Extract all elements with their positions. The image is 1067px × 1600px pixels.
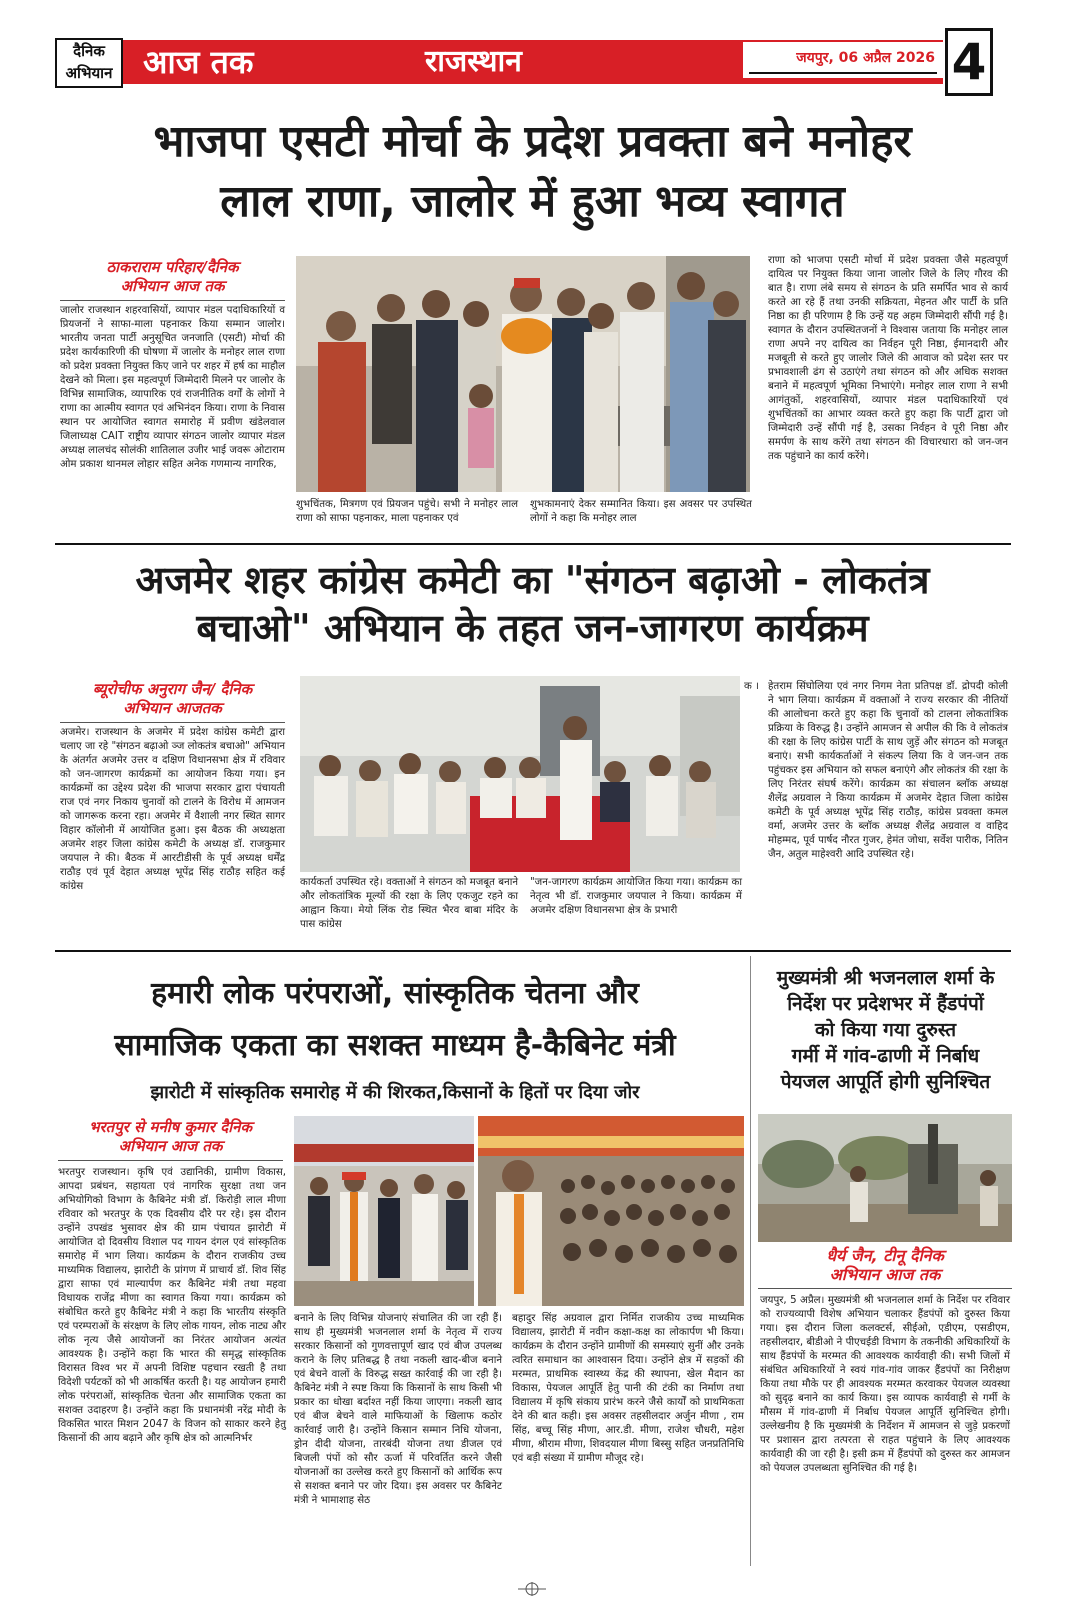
story2-headline <box>40 556 1025 652</box>
story2-byline-line2: अभियान आजतक <box>123 699 222 717</box>
story4-body: जयपुर, 5 अप्रैल। मुख्यमंत्री श्री भजनलाल शर्मा के निर्देश पर रविवार को राज्यव्यापी विशेष अभियान चलाकर हैंडपंपों को दुरुस्त किया गया। इस दौरान जिला कलक्टर्स, सीईओ, एडीएम, एसडीएम, तहसीलदार, बीडीओ ने पीएचईडी विभाग के तकनीकी अधिकारियों के साथ हैंडपंपों के मरम्मत की आवश्यक कार्यवाही की। सभी जिलों में संबंधित अधिकारियों ने स्वयं गांव-गांव जाकर हैंडपंपों का निरीक्षण किया तथा मौके पर ही आवश्यक मरम्मत करवाकर पेयजल व्यवस्था को सुदृढ़ बनाने का कार्य किया। इस व्यापक कार्यवाही से गर्मी के मौसम में गांव-ढाणी में निर्बाध पेयजल आपूर्ति सुनिश्चित होगी। उल्लेखनीय है कि मुख्यमंत्री के निर्देशन में आमजन से जुड़े प्रकरणों पर प्रशासन द्वारा तत्परता से राहत पहुंचाने के लिए आवश्यक कार्यवाही की जा रही है। इसी क्रम में हैंडपंपों को दुरुस्त कर आमजन को पेयजल उपलब्धता सुनिश्चित की गई है। <box>760 1295 1010 1474</box>
story1-headline <box>40 112 1025 232</box>
section-title: राजस्थान <box>425 44 522 79</box>
story4-photo <box>758 1114 1012 1242</box>
newspaper-title: आज तक <box>143 43 254 81</box>
story2-photo <box>300 676 740 872</box>
story4-headline-line1: मुख्यमंत्री श्री भजनलाल शर्मा के <box>776 967 995 989</box>
story2-byline-line1: ब्यूरोचीफ अनुराग जैन/ दैनिक <box>92 680 253 698</box>
story1-headline-line1: भाजपा एसटी मोर्चा के प्रदेश प्रवक्ता बने मनोहर <box>153 116 912 167</box>
story4-headline-line4: गर्मी में गांव-ढाणी में निर्बाध <box>791 1045 980 1067</box>
story1-byline-rule <box>60 300 285 301</box>
story4-headline-line5: पेयजल आपूर्ति होगी सुनिश्चित <box>780 1071 991 1093</box>
date-underline <box>749 72 937 74</box>
story3-photo-left <box>294 1116 474 1306</box>
story4-byline <box>758 1246 1012 1284</box>
story1-headline-line2: लाल राणा, जालोर में हुआ भव्य स्वागत <box>220 176 845 227</box>
story1-byline-line1: ठाकराराम परिहार/दैनिक <box>106 258 239 276</box>
story2-column-1: अजमेर। राजस्थान के अजमेर में प्रदेश कांग्रेस कमेटी द्वारा चलाए जा रहे "संगठन बढ़ाओ ञ्ज लोकतंत्र बचाओ" अभियान के अंतर्गत अजमेर उत्तर व दक्षिण विधानसभा क्षेत्र में रविवार को जन-जागरण कार्यक्रमों का आयोजन किया गया। इन कार्यक्रमों का उद्देश्य प्रदेश की भाजपा सरकार द्वारा पंचायती राज एवं नगर निकाय चुनावों को टालने के विरोध में आमजन को जागरूक करना रहा। अजमेर में वैशाली नगर स्थित सागर विहार कॉलोनी में आयोजित हुआ। इस बैठक की अध्यक्षता अजमेर शहर जिला कांग्रेस कमेटी के अध्यक्ष डॉ. राजकुमार जयपाल ने की। बैठक में आरटीडीसी के पूर्व अध्यक्ष धर्मेंद्र राठौड़ एवं पूर्व देहात अध्यक्ष भूपेंद्र सिंह राठौड़ सहित कई कांग्रेस <box>60 727 285 892</box>
masthead <box>55 33 993 94</box>
story3-photo-right <box>478 1116 744 1306</box>
section-divider-1 <box>55 543 1011 545</box>
story3-column-3: बहादुर सिंह अग्रवाल द्वारा निर्मित राजकीय उच्च माध्यमिक विद्यालय, झारोटी में नवीन कक्षा-कक्ष का लोकार्पण भी किया। कार्यक्रम के दौरान उन्होंने ग्रामीणों की समस्याएं सुनीं और उनके त्वरित समाधान का आश्वासन दिया। उन्होंने क्षेत्र में सड़कों की मरम्मत, प्राथमिक स्वास्थ्य केंद्र की स्थापना, खेल मैदान का विकास, पेयजल आपूर्ति हेतु पानी की टंकी का निर्माण तथा विद्यालय में कृषि संकाय प्रारंभ करने जैसे कार्यों को प्राथमिकता देने की बात कही। इस अवसर तहसीलदार अर्जुन मीणा , राम सिंह, बच्चू सिंह मीणा, आर.डी. मीणा, राजेश चौधरी, महेश मीणा, श्रीराम मीणा, शिवदयाल मीणा बिस्सु सहित जनप्रतिनिधि एवं बड़ी संख्या में ग्रामीण मौजूद रहे। <box>512 1313 744 1464</box>
story4-headline-line3: को किया गया दुरुस्त <box>814 1019 957 1041</box>
story4-headline <box>758 965 1013 1095</box>
story2-headline-line2: बचाओ" अभियान के तहत जन-जागरण कार्यक्रम <box>196 606 869 650</box>
page-number: 4 <box>945 28 993 96</box>
story2-byline-rule <box>60 722 285 723</box>
story4-byline-line2: अभियान आज तक <box>829 1265 941 1284</box>
story1-byline-line2: अभियान आज तक <box>120 277 225 295</box>
brand-line-1: दैनिक <box>73 42 105 60</box>
story2-headline-line1: अजमेर शहर कांग्रेस कमेटी का "संगठन बढ़ाओ - लोकतंत्र <box>135 558 930 602</box>
story3-subhead: झारोटी में सांस्कृतिक समारोह में की शिरकत,किसानों के हितों पर दिया जोर <box>150 1082 640 1103</box>
story2-stray-mark: क । <box>744 681 759 692</box>
story4-byline-rule <box>758 1288 1012 1289</box>
story4-byline-line1: धैर्य जैन, टीनू दैनिक <box>826 1246 944 1265</box>
story1-caption-left: शुभचिंतक, मित्रगण एवं प्रियजन पहुंचे। सभी ने मनोहर लाल राणा को साफा पहनाकर, माला पहनाकर एवं <box>296 499 518 524</box>
story3-byline-line1: भरतपुर से मनीष कुमार दैनिक <box>89 1118 252 1136</box>
crop-mark-icon <box>518 1582 546 1596</box>
issue-date: जयपुर, 06 अप्रैल 2026 <box>796 50 935 66</box>
section-divider-2 <box>55 950 1011 952</box>
brand-line-2: अभियान <box>65 64 113 82</box>
story3-headline-line1: हमारी लोक परंपराओं, सांस्कृतिक चेतना और <box>151 976 639 1011</box>
story3-headline <box>40 968 750 1072</box>
story1-photo <box>296 256 750 492</box>
story4-headline-line2: निर्देश पर प्रदेशभर में हैंडपंपों <box>787 993 984 1015</box>
story3-byline-line2: अभियान आज तक <box>118 1137 223 1155</box>
story3-byline-rule <box>58 1160 283 1161</box>
story1-column-1: जालोर राजस्थान शहरवासियों, व्यापार मंडल पदाधिकारियों व प्रियजनों ने साफा-माला पहनाकर किया सम्मान जालोर। भारतीय जनता पार्टी अनुसूचित जनजाति (एसटी) मोर्चा की प्रदेश कार्यकारिणी की घोषणा में जालोर के मनोहर लाल राणा को प्रदेश प्रवक्ता नियुक्त किए जाने पर शहर में हर्ष का माहौल देखने को मिला। इस महत्वपूर्ण जिम्मेदारी मिलने पर जालोर के विभिन्न सामाजिक, व्यापारिक एवं राजनीतिक वर्गों के लोगों ने राणा का आत्मीय स्वागत एवं अभिनंदन किया। राणा के निवास स्थान पर आयोजित स्वागत समारोह में प्रवीण खंडेलवाल जिलाध्यक्ष CAIT राष्ट्रीय व्यापार संगठन जालोर व्यापार मंडल अध्यक्ष लालचंद सोलंकी शातिलाल उजीर भाई जवरू ओटाराम ओम प्रकाश थानमल लोहार सहित अनेक गणमान्य नागरिक, <box>60 305 285 470</box>
story1-byline <box>60 258 285 296</box>
story3-column-2: बनाने के लिए विभिन्न योजनाएं संचालित की जा रही हैं। साथ ही मुख्यमंत्री भजनलाल शर्मा के नेतृत्व में राज्य सरकार किसानों को गुणवत्तापूर्ण खाद एवं बीज उपलब्ध कराने के लिए प्रतिबद्ध है तथा नकली खाद-बीज बनाने एवं बेचने वालों के विरुद्ध सख्त कार्रवाई की जा रही है। कैबिनेट मंत्री ने स्पष्ट किया कि किसानों के साथ किसी भी प्रकार का धोखा बर्दाश्त नहीं किया जाएगा। नकली खाद एवं बीज बेचने वाले माफियाओं के खिलाफ कठोर कार्रवाई जारी है। उन्होंने किसान सम्मान निधि योजना, ड्रोन दीदी योजना, तारबंदी योजना तथा डीजल एवं बिजली पंपों को सौर ऊर्जा में परिवर्तित करने जैसी योजनाओं का उल्लेख करते हुए किसानों को आर्थिक रूप से सशक्त बनाने पर जोर दिया। इस अवसर पर कैबिनेट मंत्री ने भामाशाह सेठ <box>294 1313 502 1506</box>
date-box <box>743 42 943 78</box>
story3-byline <box>58 1118 283 1156</box>
story2-byline <box>60 680 285 718</box>
story1-caption-right: शुभकामनाएं देकर सम्मानित किया। इस अवसर पर उपस्थित लोगों ने कहा कि मनोहर लाल <box>530 499 752 524</box>
story3-column-1: भरतपुर राजस्थान। कृषि एवं उद्यानिकी, ग्रामीण विकास, आपदा प्रबंधन, सहायता एवं नागरिक सुरक्षा तथा जन अभियोगिको विभाग के कैबिनेट मंत्री डॉ. किरोड़ी लाल मीणा रविवार को भरतपुर के एक दिवसीय दौरे पर रहे। इस दौरान उन्होंने उपखंड भुसावर क्षेत्र की ग्राम पंचायत झारोटी में आयोजित दो दिवसीय विशाल पद गायन दंगल एवं सांस्कृतिक समारोह में भाग लिया। कार्यक्रम के दौरान राजकीय उच्च माध्यमिक विद्यालय, झारोटी के प्रांगण में प्राचार्य डॉ. शिव सिंह द्वारा साफा एवं माल्यार्पण कर कैबिनेट मंत्री तथा महवा विधायक राजेंद्र मीणा का स्वागत किया गया। कार्यक्रम को संबोधित करते हुए कैबिनेट मंत्री ने कहा कि भारतीय संस्कृति एवं परम्पराओं के संरक्षण के लिए लोक गायन, लोक नाट्य और लोक नृत्य जैसे आयोजनों का निरंतर आयोजन अत्यंत आवश्यक है। उन्होंने कहा कि भारत की समृद्ध सांस्कृतिक विरासत विश्व भर में अपनी विशिष्ट पहचान रखती है तथा विदेशी पर्यटकों को भी आकर्षित करती है। यह आयोजन हमारी लोक परंपराओं, सांस्कृतिक चेतना और सामाजिक एकता का सशक्त उदाहरण है। उन्होंने कहा कि प्रधानमंत्री नरेंद्र मोदी के विकसित भारत मिशन 2047 के विजन को साकार करने हेतु किसानों की आय बढ़ाने और कृषि क्षेत्र को आत्मनिर्भर <box>58 1167 286 1444</box>
story2-caption-right: "जन-जागरण कार्यक्रम आयोजित किया गया। कार्यक्रम का नेतृत्व भी डॉ. राजकुमार जयपाल ने किया। कार्यक्रम में अजमेर दक्षिण विधानसभा क्षेत्र के प्रभारी <box>530 877 742 916</box>
story2-caption-left: कार्यकर्ता उपस्थित रहे। वक्ताओं ने संगठन को मजबूत बनाने और लोकतांत्रिक मूल्यों की रक्षा के लिए एकजुट रहने का आह्वान किया। मेयो लिंक रोड स्थित भैरव बाबा मंदिर के पास कांग्रेस <box>300 877 518 930</box>
story1-column-3: राणा को भाजपा एसटी मोर्चा में प्रदेश प्रवक्ता जैसे महत्वपूर्ण दायित्व पर नियुक्त किया जाना जालोर जिले के लिए गौरव की बात है। राणा लंबे समय से संगठन के प्रति समर्पित भाव से कार्य करते आ रहे हैं तथा उनकी सक्रियता, मेहनत और पार्टी के प्रति निष्ठा का ही परिणाम है कि उन्हें यह अहम जिम्मेदारी सौंपी गई है। स्वागत के दौरान उपस्थितजनों ने विश्वास जताया कि मनोहर लाल राणा अपने नए दायित्व का निर्वहन पूरी निष्ठा, ईमानदारी और मजबूती से करते हुए जालोर जिले की आवाज को प्रदेश स्तर पर प्रभावशाली ढंग से उठाएंगे तथा संगठन को और अधिक सशक्त बनाने में महत्वपूर्ण भूमिका निभाएंगे। मनोहर लाल राणा ने सभी आगंतुकों, शहरवासियों, व्यापार मंडल पदाधिकारियों एवं शुभचिंतकों का आभार व्यक्त करते हुए कहा कि पार्टी द्वारा जो जिम्मेदारी उन्हें सौंपी गई है, उसका निर्वहन वे पूरी निष्ठा और समर्पण के साथ करेंगे तथा संगठन की विचारधारा को जन-जन तक पहुंचाने का कार्य करेंगे। <box>768 255 1008 462</box>
brand-logo <box>55 38 123 88</box>
story2-column-3: हेतराम सिंघोलिया एवं नगर निगम नेता प्रतिपक्ष डॉ. द्रोपदी कोली ने भाग लिया। कार्यक्रम में वक्ताओं ने राज्य सरकार की नीतियों की आलोचना करते हुए कहा कि चुनावों को टालना लोकतांत्रिक प्रक्रिया के विरुद्ध है। उन्होंने आमजन से अपील की कि वे लोकतंत्र की रक्षा के लिए कांग्रेस पार्टी के साथ जुड़ें और संगठन को मजबूत बनाएं। सभी कार्यकर्ताओं ने संकल्प लिया कि वे जन-जन तक पहुंचकर इस अभियान को सफल बनाएंगे और लोकतंत्र की रक्षा के लिए निरंतर संघर्ष करेंगे। कार्यक्रम का संचालन ब्लॉक अध्यक्ष शैलेंद्र अग्रवाल ने किया कार्यक्रम में अजमेर देहात जिला कांग्रेस कमेटी के पूर्व अध्यक्ष भूपेंद्र सिंह राठौड़, कांग्रेस प्रवक्ता कमल वर्मा, अजमेर उत्तर के ब्लॉक अध्यक्ष शैलेंद्र अग्रवाल व वाहिद मोहम्मद, पूर्व पार्षद नौरत गुजर, हेमंत जोधा, सर्वेश पारीक, नितिन जैन, अतुल माहेश्वरी आदि उपस्थित रहे। <box>768 681 1008 860</box>
column-divider <box>750 956 751 1566</box>
story3-headline-line2: सामाजिक एकता का सशक्त माध्यम है-कैबिनेट मंत्री <box>114 1028 676 1063</box>
